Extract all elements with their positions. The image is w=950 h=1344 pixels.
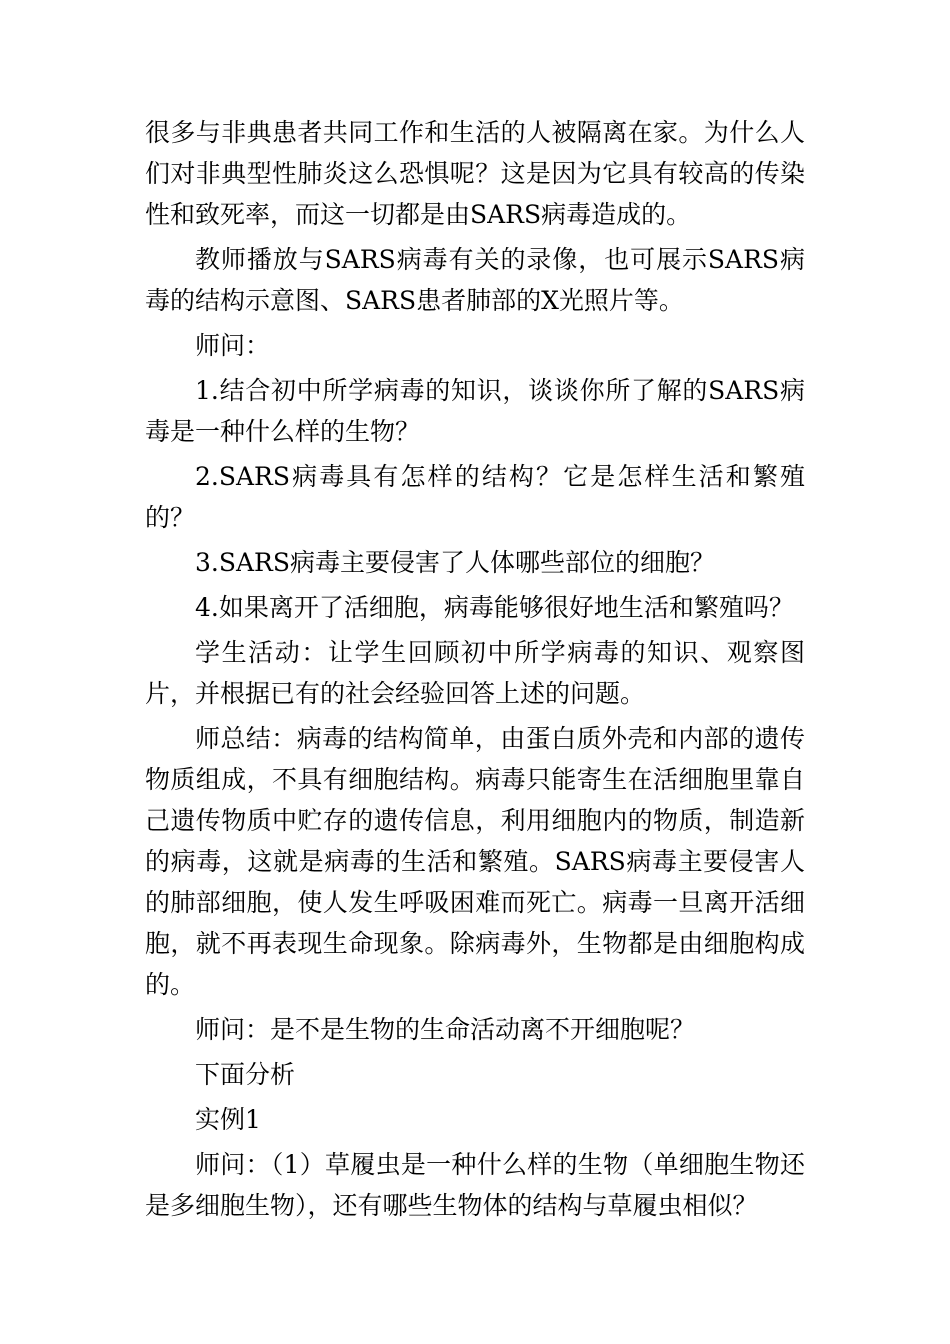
paragraph-teacher-video: 教师播放与SARS病毒有关的录像，也可展示SARS病毒的结构示意图、SARS患者肺部的X光照片等。: [145, 245, 805, 315]
paragraph-teacher-summary: 师总结：病毒的结构简单，由蛋白质外壳和内部的遗传物质组成，不具有细胞结构。病毒只能寄生在活细胞里靠自己遗传物质中贮存的遗传信息，利用细胞内的物质，制造新的病毒，这就是病毒的生活和繁殖。SARS病毒主要侵害人的肺部细胞，使人发生呼吸困难而死亡。病毒一旦离开活细胞，就不再表现生命现象。除病毒外，生物都是由细胞构成的。: [145, 724, 805, 999]
question-4: 4.如果离开了活细胞，病毒能够很好地生活和繁殖吗？: [195, 593, 794, 622]
question-2: 2.SARS病毒具有怎样的结构？它是怎样生活和繁殖的？: [145, 462, 805, 532]
question-1: 1.结合初中所学病毒的知识，谈谈你所了解的SARS病毒是一种什么样的生物？: [145, 376, 805, 446]
paragraph-student-activity: 学生活动：让学生回顾初中所学病毒的知识、观察图片，并根据已有的社会经验回答上述的问题。: [145, 638, 805, 708]
paragraph-teacher-asks: 师问：: [195, 331, 271, 360]
paragraph-analysis-intro: 下面分析: [195, 1060, 296, 1089]
paragraph-paramecium-question: 师问：（1）草履虫是一种什么样的生物（单细胞生物还是多细胞生物），还有哪些生物体的结构与草履虫相似？: [145, 1150, 805, 1220]
question-3: 3.SARS病毒主要侵害了人体哪些部位的细胞？: [195, 548, 715, 577]
paragraph-teacher-question: 师问：是不是生物的生命活动离不开细胞呢？: [195, 1015, 696, 1044]
document-body: [145, 112, 805, 1230]
paragraph-intro-continuation: 很多与非典患者共同工作和生活的人被隔离在家。为什么人们对非典型性肺炎这么恐惧呢？这是因为它具有较高的传染性和致死率，而这一切都是由SARS病毒造成的。: [145, 118, 805, 229]
paragraph-example-1: 实例1: [195, 1105, 261, 1134]
